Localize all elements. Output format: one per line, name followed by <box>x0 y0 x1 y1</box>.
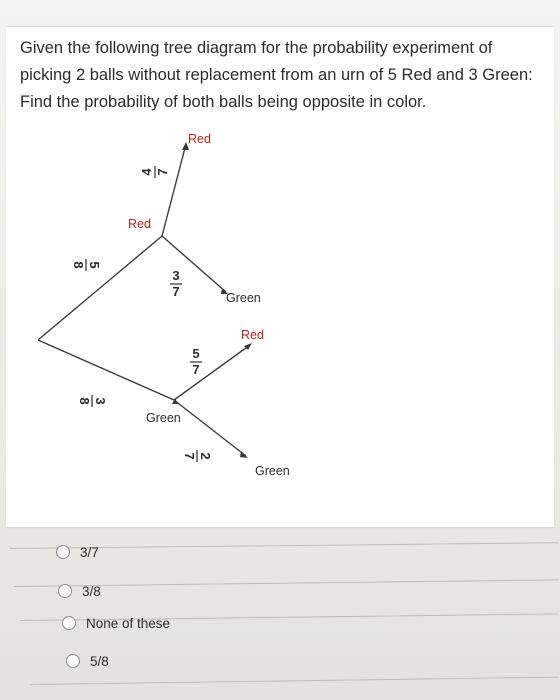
prob-first-red-numerator: 5 <box>87 261 102 269</box>
option-5-8-label: 5/8 <box>90 653 109 669</box>
prob-first-red-denominator: 8 <box>71 261 86 269</box>
radio-3-8[interactable] <box>58 584 72 598</box>
option-3-8[interactable] <box>58 580 101 602</box>
prob-red-green-denominator: 7 <box>172 284 180 299</box>
option-none-of-these-label: None of these <box>86 615 171 631</box>
prob-green-green-numerator: 2 <box>198 452 213 460</box>
option-3-8-label: 3/8 <box>82 583 101 599</box>
label-red-green: Green <box>226 291 261 305</box>
option-5-8[interactable] <box>66 650 109 672</box>
prob-red-red-denominator: 7 <box>155 168 170 176</box>
radio-none-of-these[interactable] <box>62 616 76 630</box>
label-green-red: Red <box>241 328 264 342</box>
question-text: Given the following tree diagram for the probability experiment of picking 2 balls without replacement from an urn of 5 Red and 3 Green: Find the probability of both balls being opposite in color. <box>20 39 533 111</box>
prob-red-green-numerator: 3 <box>172 268 180 283</box>
option-3-7[interactable] <box>56 541 99 563</box>
label-red-red: Red <box>188 132 211 146</box>
radio-5-8[interactable] <box>66 654 80 668</box>
radio-3-7[interactable] <box>56 545 70 559</box>
label-first-red: Red <box>128 217 151 231</box>
prob-first-green-denominator: 8 <box>77 397 92 405</box>
option-3-7-label: 3/7 <box>80 544 99 560</box>
divider-4 <box>30 677 558 685</box>
prob-green-red-denominator: 7 <box>192 362 200 377</box>
label-green-green: Green <box>255 464 290 478</box>
prob-green-green-denominator: 7 <box>182 452 197 460</box>
prob-first-green-numerator: 3 <box>93 397 108 405</box>
option-none-of-these[interactable] <box>62 612 170 634</box>
prob-green-red-numerator: 5 <box>192 346 200 361</box>
label-first-green: Green <box>146 411 181 425</box>
prob-red-red-numerator: 4 <box>139 168 154 176</box>
